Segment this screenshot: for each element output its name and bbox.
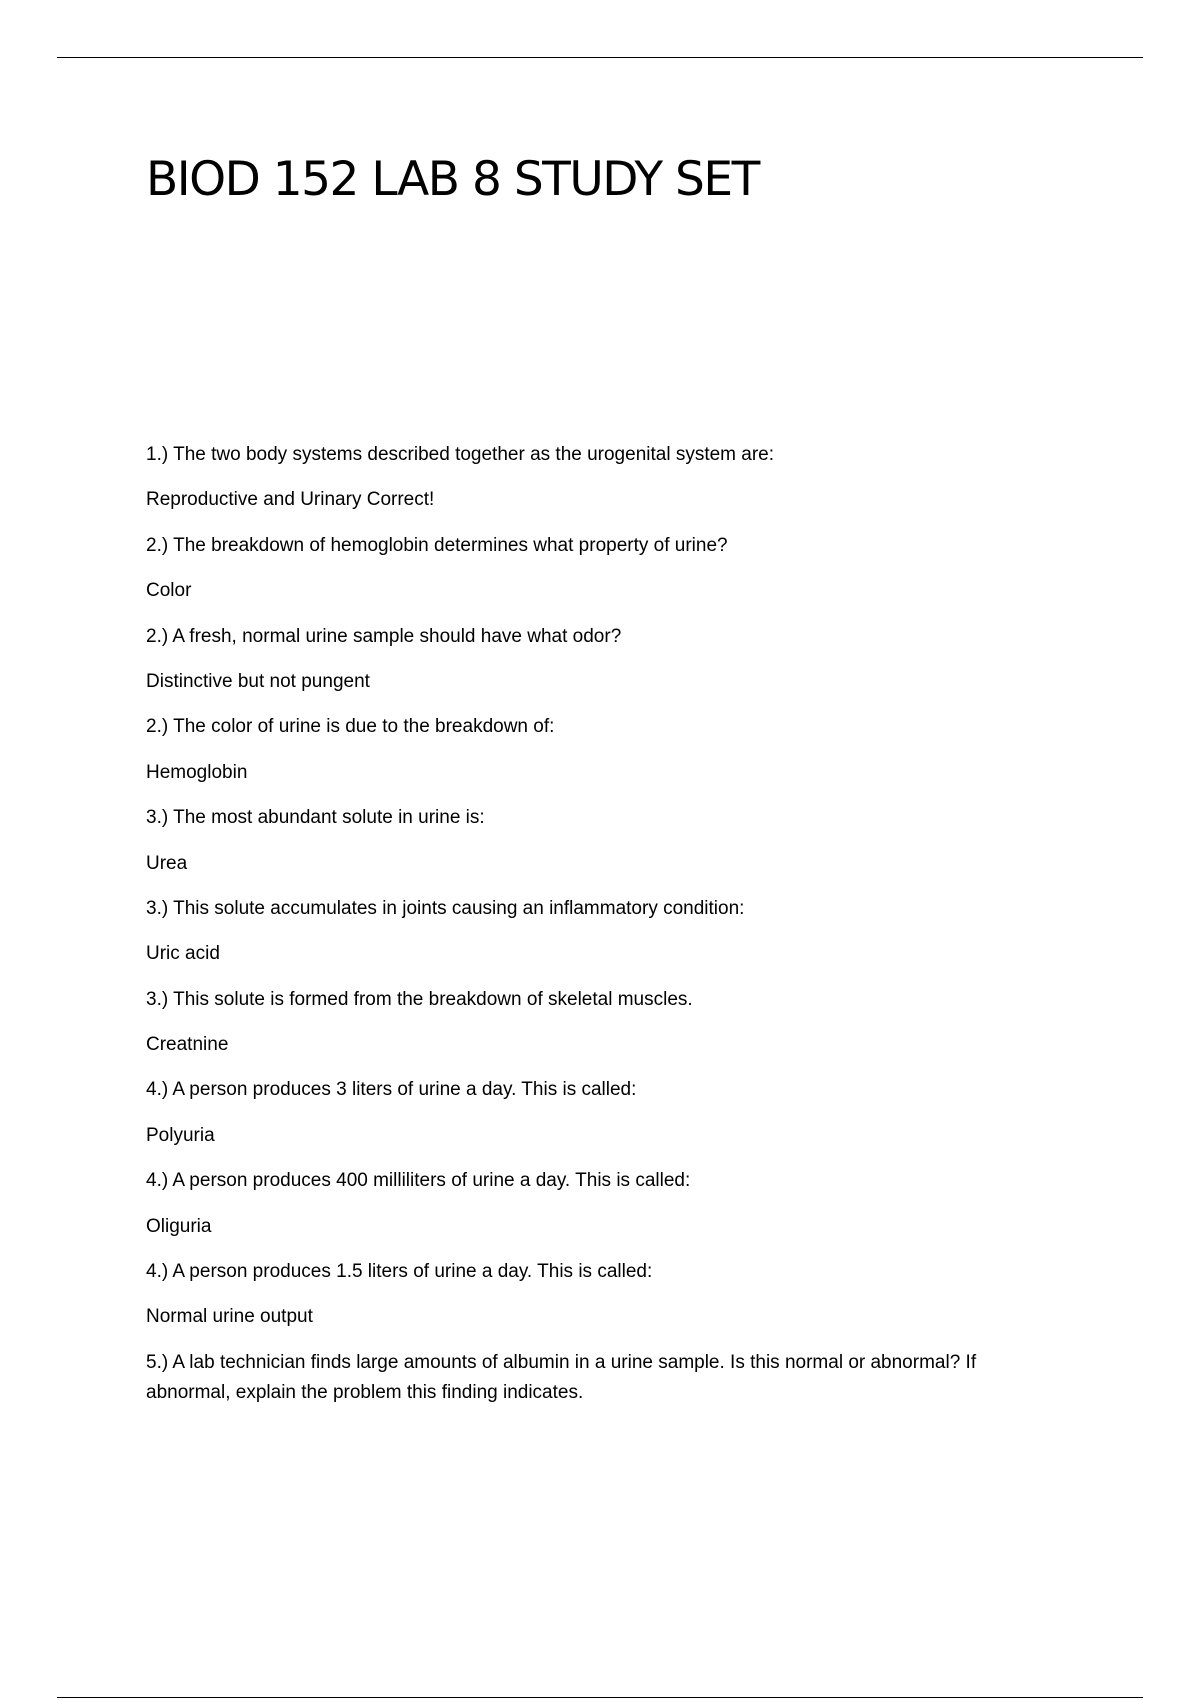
question-text: 2.) A fresh, normal urine sample should have what odor? xyxy=(146,625,622,647)
answer-text: Color xyxy=(146,580,192,602)
answer-text: Reproductive and Urinary Correct! xyxy=(146,489,435,511)
answer-text: Normal urine output xyxy=(146,1306,313,1328)
answer-text: Polyuria xyxy=(146,1124,215,1146)
qa-list xyxy=(146,440,1051,1408)
question-text: 3.) The most abundant solute in urine is: xyxy=(146,807,485,829)
footer-rule xyxy=(57,1697,1143,1698)
question-text: 4.) A person produces 3 liters of urine a day. This is called: xyxy=(146,1079,637,1101)
question-text: 3.) This solute is formed from the breakdown of skeletal muscles. xyxy=(146,988,693,1010)
question-text: 2.) The color of urine is due to the breakdown of: xyxy=(146,716,555,738)
answer-text: Uric acid xyxy=(146,943,220,965)
answer-text: Creatnine xyxy=(146,1034,229,1056)
answer-text: Urea xyxy=(146,852,188,874)
question-text: 3.) This solute accumulates in joints causing an inflammatory condition: xyxy=(146,897,745,919)
answer-text: Distinctive but not pungent xyxy=(146,670,370,692)
answer-text: Oliguria xyxy=(146,1215,212,1237)
document-title: BIOD 152 LAB 8 STUDY SET xyxy=(146,152,759,207)
question-text: 4.) A person produces 400 milliliters of urine a day. This is called: xyxy=(146,1170,691,1192)
question-text: 5.) A lab technician finds large amounts of albumin in a urine sample. Is this normal or abnormal? If abnormal, explain the problem this finding indicates. xyxy=(146,1351,977,1403)
header-rule xyxy=(57,57,1143,58)
question-text: 2.) The breakdown of hemoglobin determines what property of urine? xyxy=(146,534,728,556)
answer-text: Hemoglobin xyxy=(146,761,248,783)
question-text: 4.) A person produces 1.5 liters of urine a day. This is called: xyxy=(146,1261,653,1283)
question-text: 1.) The two body systems described together as the urogenital system are: xyxy=(146,444,775,465)
